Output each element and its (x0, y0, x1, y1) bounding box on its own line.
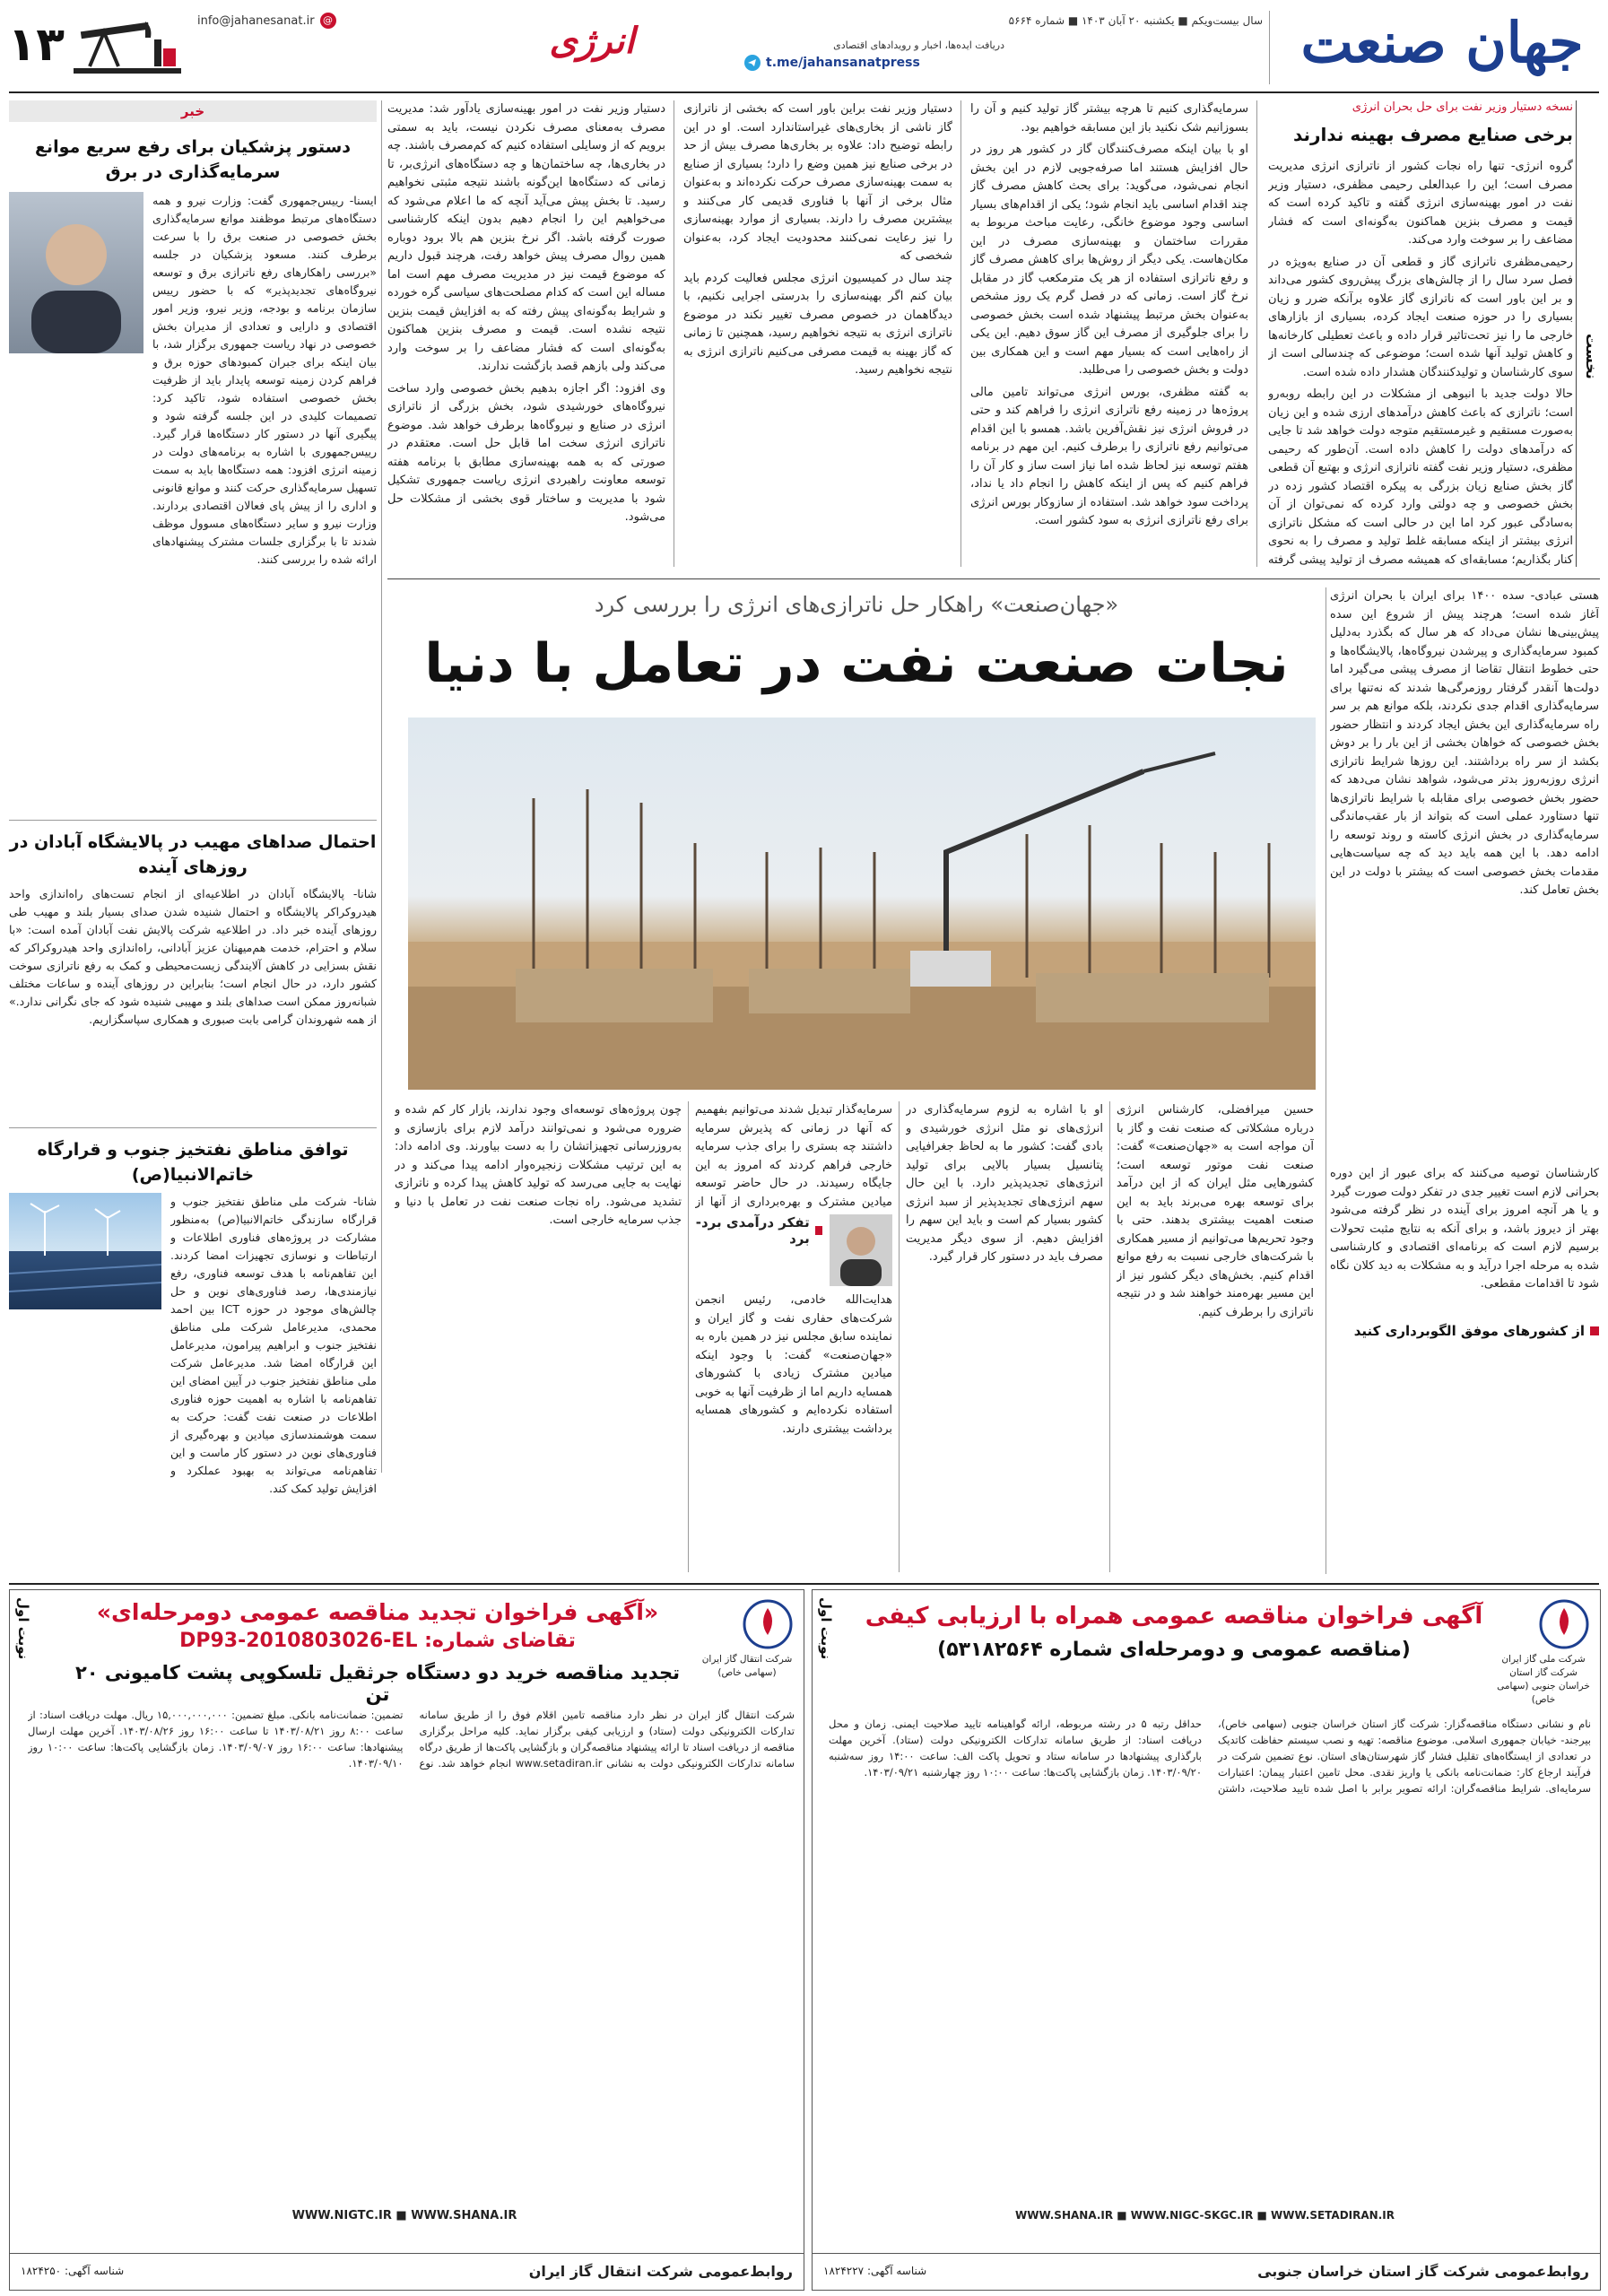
news-item (9, 1137, 377, 1552)
masthead (0, 0, 1608, 95)
gas-company-logo (741, 1597, 795, 1651)
news-item (9, 135, 377, 811)
email-text[interactable]: info@jahanesanat.ir (197, 13, 315, 28)
ad-org: شرکت انتقال گاز ایران (سهامی خاص) (701, 1654, 793, 1678)
news-body: ایسنا- رییس‌جمهوری گفت: وزارت نیرو و همه دستگاه‌های مرتبط موظفند موانع سرمایه‌گذاری بخش خصوصی در صنعت برق را با سرعت برطرف کنند. مسعود پزشکیان در جلسه «بررسی راهکارهای رفع ناترازی برق و توسعه نیروگاه‌های تجدیدپذیر» که با حضور رییس سازمان برنامه و بودجه، وزیر نیرو، وزیر امور اقتصادی و دارایی و تعدادی از مدیران بخش خصوصی در نهاد ریاست جمهوری برگزار شد، با بیان اینکه برای جبران کمبودهای حوزه برق و فراهم کردن زمینه توسعه پایدار باید از ظرفیت بخش خصوصی استفاده شود، تاکید کرد: تصمیمات کلیدی در این جلسه گرفته شود و پیگیری آنها در دستور کار دستگاه‌ها قرار گیرد. رییس‌جمهوری با اشاره به برنامه‌های دولت در زمینه انرژی افزود: همه دستگاه‌ها باید به سمت تسهیل سرمایه‌گذاری حرکت کنند و موانع قانونی و اداری را از پیش پای فعالان اقتصادی بردارند. وزارت نیرو و سایر دستگاه‌های مسوول موظف شدند تا با برگزاری جلسات مشترک پیشنهادهای ارائه شده را بررسی کنند. (152, 194, 377, 566)
ad-footer-bar (813, 2253, 1600, 2290)
byline-box-text: هدایت‌الله خادمی، رئیس انجمن شرکت‌های حفاری نفت و گاز ایران و نماینده سابق مجلس نیز در همین باره به «جهان‌صنعت» گفت: با وجود اینکه میادین مشترک زیادی با کشورهای همسایه داریم اما از ظرفیت آنها به خوبی استفاده نکرده‌ایم و کشورهای همسایه برداشت بیشتری دارند. (695, 1293, 892, 1436)
news-headline[interactable]: توافق مناطق نفتخیز جنوب و قرارگاه خاتم‌الانبیا(ص) (37, 1140, 349, 1185)
ad-sites[interactable]: WWW.SHANA.IR ■ WWW.NIGC-SKGC.IR ■ WWW.SETADIRAN.IR (1015, 2209, 1395, 2222)
telegram-icon (744, 55, 761, 71)
lead-story (387, 100, 1600, 576)
construction-site-photo (408, 718, 1316, 1090)
interview-subhead: از کشورهای موفق الگوبرداری کنید (1353, 1323, 1585, 1339)
news-body: شانا- شرکت ملی مناطق نفتخیز جنوب و قرارگاه سازندگی خاتم‌الانبیا(ص) به‌منظور مشارکت در پروژه‌های فناوری اطلاعات و ارتباطات و نوسازی تجهیزات امضا کردند. این تفاهم‌نامه با هدف توسعه فناوری، رفع نیازمندی‌ها، رصد فناوری‌های نوین و حل چالش‌های موجود در حوزه ICT بین احمد محمدی، مدیرعامل شرکت ملی مناطق نفتخیز جنوب و ابراهیم پیرامون، مدیرعامل این قرارگاه امضا شد. مدیرعامل شرکت ملی مناطق نفتخیز جنوب در آیین امضای این تفاهم‌نامه با اشاره به اهمیت حوزه فناوری اطلاعات در صنعت نفت گفت: حرکت به سمت هوشمندسازی میادین و بهره‌گیری از فناوری‌های نوین در دستور کار ماست و این تفاهم‌نامه می‌تواند به بهبود عملکرد و افزایش تولید کمک کند. (170, 1195, 377, 1495)
ad-footer-id: شناسه آگهی: ۱۸۲۴۲۵۰ (21, 2265, 125, 2277)
lead-paragraph: دستیار وزیر نفت براین باور است که بخشی از ناترازی گاز ناشی از بخاری‌های غیراستاندارد است. او در این رابطه توضیح داد: علاوه بر بخاری‌ها مصرف بیش از حد در برخی صنایع نیز همین وضع را دارد؛ بسیاری از صنایع به سمت بهینه‌سازی مصرف حرکت نکرده‌اند و به‌عنوان مثال برخی از آنها با فناوری قدیمی کار می‌کنند و بیشترین مصرف را دارند. بسیاری از موارد بهینه‌سازی را نیز رعایت نمی‌کنند محدودیت ایجاد کرد، به‌عنوان شخصی که (683, 102, 952, 263)
columnist-photo (830, 1214, 892, 1286)
ad-subtitle: (مناقصه عمومی و دومرحله‌ای شماره ۵۳۱۸۲۵۶۴) (937, 1639, 1411, 1661)
ad-org: شرکت ملی گاز ایران شرکت گاز استان خراسان جنوبی (سهامی خاص) (1497, 1654, 1590, 1705)
main-intro: هستی عبادی- سده ۱۴۰۰ برای ایران با بحران انرژی آغاز شده است؛ هرچند پیش از شروع این سده پیش‌بینی‌ها نشان می‌داد که هر سال که بگذرد به‌دلیل کمبود سرمایه‌گذاری و پیرشدن نیروگاه‌ها، پالایشگاه‌ها و حتی خطوط انتقال تقاضا از مصرف پیشی می‌گیرد اما دولت‌ها آنقدر گرفتار روزمرگی‌ها شدند که نه‌تنها برای سرمایه‌گذاری اقدام جدی نکردند، بلکه موانع هم بر سر راه سرمایه‌گذاری این بخش ایجاد کردند و انتظار حضور بخش خصوصی که خواهان بخشی از این بار را بر دوش بکشد از سر راه برداشتند. این روزها شرایط ناترازی انرژی روزبه‌روز بدتر می‌شود، شواهد نشان می‌دهد که حضور بخش خصوصی برای مقابله با شرایط ناترازی‌ها تنها دستاورد عملی است که بتواند از بار عقب‌ماندگی سرمایه‌گذاری در بخش انرژی کاسته و روند توسعه را ادامه دهد. با این همه باید دید که چه سیاست‌هایی مقدمات بخش خصوصی است که بیشتر با دولت در این بخش تعامل کند. (1330, 589, 1599, 897)
lead-headline[interactable]: برخی صنایع مصرف بهینه ندارند (1292, 124, 1573, 145)
main-column: حسین میرافضلی، کارشناس انرژی درباره مشکلاتی که صنعت نفت و گاز با آن مواجه است به «جهان‌صنعت» گفت: صنعت نفت موتور توسعه است؛ کشورهایی مثل ایران که از این درآمد برای توسعه بهره می‌برند باید به این صنعت اهمیت بیشتری بدهند. حتی با وجود تحریم‌ها می‌توانیم از مسیر همکاری با شرکت‌های خارجی نسبت به رفع موانع اقدام کنیم. بخش‌های دیگر کشور نیز از این مسیر بهره‌مند خواهند شد و در نتیجه ناترازی را برطرف کنیم. (1117, 1103, 1314, 1319)
telegram-handle[interactable]: t.me/jahansanatpress (766, 56, 920, 70)
envelope-icon: @ (320, 13, 336, 29)
ad-badge: نوبت اول (818, 1597, 834, 1660)
lead-paragraph: به گفته مظفری، بورس انرژی می‌تواند تامین مالی پروژه‌ها در زمینه رفع ناترازی انرژی را فراهم کند و حتی در فروش انرژی نیز نقش‌آفرین باشد. همسو با این اقدام می‌توانیم رفع ناترازی را برطرف کنیم. این مهم در برنامه هفتم توسعه نیز لحاظ شده اما نیاز است ساز و کار آن را فراهم کنیم که پس از اینکه کاهش را انجام داد یا نداد، پرداخت سود خواهد شد. استفاده از سازوکار بورس انرژی برای رفع ناترازی انرژی به سود کشور است. (970, 385, 1248, 527)
main-headline[interactable]: نجات صنعت نفت در تعامل با دنیا (424, 632, 1289, 695)
section-title: انرژی (549, 20, 635, 62)
lead-column-3 (683, 100, 952, 567)
main-column: کارشناسان توصیه می‌کنند که برای عبور از این دوره بحرانی لازم است تغییر جدی در تفکر دولت صورت گیرد و یا هر آنچه امروز برای آینده در نظر گرفته می‌شود بهتر از دیروز باشد، و برای آنکه به نتایج مثبت تحولات برسیم لازم است که برنامه‌ای اقتصادی و کارشناسی شده به مرحله اجرا درآید و به مشکلات به دید کلان نگاه شود تا اقدامات مقطعی. (1330, 1167, 1599, 1291)
news-headline[interactable]: دستور پزشکیان برای رفع سریع موانع سرمایه‌گذاری در برق (34, 137, 352, 182)
ad-title: آگهی فراخوان مناقصه عمومی همراه با ارزیابی کیفی (865, 1603, 1483, 1630)
email-line[interactable] (197, 13, 336, 29)
main-intro-column (1330, 587, 1599, 1439)
tender-ad-left[interactable] (9, 1589, 804, 2291)
lead-paragraph: چند سال در کمیسیون انرژی مجلس فعالیت کردم باید بیان کنم اگر بهینه‌سازی را بدرستی اجرایی نکنیم، با دیدگاهمان در خصوص مصرف تغییر نکند در موضوع ناترازی انرژی به نتیجه نخواهیم رسید، همچنین تا زمانی که گاز بهینه به قیمت مصرفی می‌کنیم ناترازی انرژی به نتیجه نخواهیم رسید. (683, 271, 952, 377)
newspaper-logo: جهان صنعت (1300, 10, 1584, 75)
ad-footer-id: شناسه آگهی: ۱۸۲۴۲۲۷ (823, 2265, 927, 2277)
ad-footer-org: روابط‌عمومی شرکت انتقال گاز ایران (528, 2263, 793, 2280)
main-column-a (1117, 1101, 1314, 1572)
lead-paragraph: گروه انرژی- تنها راه نجات کشور از ناترازی انرژی مدیریت مصرف است؛ این را عبدالعلی رحیمی مظفری، دستیار وزیر نفت در امور بهینه‌سازی انرژی گفته و تاکید کرده است که قیمت و مصرف بنزین هماکنون به‌گونه‌ای است که فشار مضاعف را بر سوخت وارد می‌کند. (1268, 160, 1573, 247)
ad-footer-bar (10, 2253, 804, 2290)
lead-paragraph: حالا دولت جدید با انبوهی از مشکلات در این رابطه روبه‌رو است؛ ناترازی که باعث کاهش درآمدهای ارزی شده و این زیان به‌صورت مستقیم و غیرمستقیم متوجه دولت خواهد شد تا جایی که درآمدهای دولت را کاهش داده است. آن‌طور که رحیمی مظفری، دستیار وزیر نفت گفته ناترازی انرژی و بهتبع آن قطعی گاز بخش صنایع زیان بزرگی به پیکره اقتصاد کشور زده در بخش خصوصی و چه دولتی وارد کرده که نمی‌توان از آن به‌سادگی عبور کرد اما این در حالی است که مشکل ناترازی انرژی بیشتر از اینکه مسابقه غلط تولید و مصرف را به نحوی کنار بگذاریم؛ مسابقه‌ای که همیشه مصرف از تولید پیشی گرفته (1268, 387, 1573, 567)
lead-paragraph: رحیمی‌مظفری ناترازی گاز و قطعی آن در صنایع به‌ویژه در فصل سرد سال را از چالش‌های بزرگ پیش‌روی کشور می‌داند و بر این باور است که ناترازی گاز علاوه برآنکه ضرر و زیان بسیاری را در حوزه صنعت ایجاد کرده، بسیاری از بازارهای خارجی ما را نیز تحت‌تاثیر قرار داده و باعث تعطیلی کارخانه‌ها و کاهش تولید آنها شده است؛ موضوعی که چندسالی است از سوی کارشناسان و تولیدکنندگان هشدار داده شده است. (1268, 255, 1573, 379)
main-column: او با اشاره به لزوم سرمایه‌گذاری در انرژی‌های نو مثل انرژی خورشیدی و بادی گفت: کشور ما به لحاظ جغرافیایی پتانسیل بسیار بالایی برای تولید انرژی‌های تجدیدپذیر دارد. با این حال سهم انرژی‌های تجدیدپذیر از سبد انرژی کشور بسیار کم است و باید این سهم را افزایش دهیم. از سوی دیگر مدیریت مصرف باید در دستور کار قرار گیرد. (906, 1103, 1103, 1264)
lead-column-1 (1268, 158, 1573, 570)
lead-kicker: نسخه دستیار وزیر نفت برای حل بحران انرژی (1352, 100, 1573, 114)
lead-paragraph: او با بیان اینکه مصرف‌کنندگان گاز در کشور هر روز در حال افزایش هستند اما صرفه‌جویی لازم در این بخش انجام نمی‌شود، می‌گوید: برای بحث کاهش مصرف گاز چند اقدام اساسی باید انجام شود؛ یکی از اقدام‌های بسیار اساسی وجود موضوع خانگی، رعایت مباحث مربوط به مقررات ساختمان و بهینه‌سازی مصرف در این مکان‌هاست. یکی دیگر از روش‌ها برای کاهش مصرف گاز و رفع ناترازی استفاده از هر یک مترمکعب گاز در مقابل نرخ گاز است. زمانی که در فصل گرم یک روز مشخص به‌عنوان بخش مرتبط پیشنهاد شده است بخش خصوصی را برای جلوگیری از مصرف این گاز سوق دهیم. این یکی از راه‌هایی است که بسیار مهم است و این همکاری بین دولت و بخش خصوصی را می‌طلبد. (970, 143, 1248, 377)
ad-sites[interactable]: WWW.NIGTC.IR ■ WWW.SHANA.IR (291, 2209, 517, 2222)
main-column-d (395, 1101, 682, 1572)
ad-reference: تقاضای شماره: DP93-2010803026-EL (179, 1630, 576, 1652)
lead-side-label: نخست (1583, 334, 1600, 379)
ad-title: «آگهی فراخوان تجدید مناقصه عمومی دومرحله‌ای» (96, 1599, 659, 1625)
ad-subtitle: تجدید مناقصه خرید دو دستگاه جرثقیل تلسکوپی پشت کامیونی ۲۰ تن (74, 1662, 681, 1705)
telegram-promo[interactable] (744, 39, 1004, 93)
side-news-tab: خبر (9, 100, 377, 122)
gas-company-logo (1537, 1597, 1591, 1651)
ad-footer-org: روابط‌عمومی شرکت گاز استان خراسان جنوبی (1257, 2263, 1589, 2280)
lead-paragraph: سرمایه‌گذاری کنیم تا هرچه بیشتر گاز تولید کنیم و آن را بسوزانیم شک نکنید باز این مسابقه خواهیم بود. (970, 102, 1248, 135)
main-column: چون پروژه‌های توسعه‌ای وجود ندارند، بازار کار کم شده و ضروره می‌شود و نمی‌توانند درآمد لازم برای بازسازی و به‌روزرسانی تجهیزاتشان را به دست بیاورند. وی ادامه داد: به این ترتیب مشکلات زنجیره‌وار ادامه پیدا می‌کند و در نهایت به جایی می‌رسد که تولید کاهش پیدا کرده و ناترازی تشدید می‌شود. راه نجات صنعت نفت در تعامل با دنیا و جذب سرمایه خارجی است. (395, 1103, 682, 1227)
main-column: سرمایه‌گذار تبدیل شدند می‌توانیم بفهمیم که آنها در زمانی که پذیرش سرمایه داشتند چه بستری را برای جذب سرمایه خارجی فراهم کردند که امروز به این جایگاه رسیدند. در حال حاضر توسعه میادین مشترک و بهره‌برداری از آنها از (695, 1103, 892, 1209)
president-photo (9, 192, 143, 353)
lead-paragraph: دستیار وزیر نفت در امور بهینه‌سازی یادآور شد: مدیریت مصرف به‌معنای مصرف نکردن نیست، باید به سمتی برویم که از وسایلی استفاده کنیم که کم‌مصرف باشند. چه در بخاری‌ها، چه ساختمان‌ها و چه دستگاه‌های انرژی‌بر، تا زمانی که دستگاه‌ها این‌گونه باشند نتیجه مثبتی نخواهیم رسید. تا بخش پیش می‌آید آنچه که ما اعلام می‌شود که می‌خواهیم این را انجام دهیم بدون اینکه کارشناسی صورت گرفته باشد. اگر نرخ بنزین هم بالا برود دوباره همین روال مصرف پیش خواهد رفت، هرچند قبول داریم که موضوع قیمت نیز در مدیریت مصرف مهم است اما مساله این است که کدام مصلحت‌های سیاسی گره خورده و شرایط به‌گونه‌ای پیش رفته که به افزایش قیمت بنزین نتیجه نشده است. قیمت و مصرف بنزین هماکنون به‌گونه‌ای است که فشار مضاعف را بر سوخت وارد می‌کند ولی بازهم قصد بازگشت ندارند. (387, 102, 665, 373)
news-body: شانا- پالایشگاه آبادان در اطلاعیه‌ای از انجام تست‌های راه‌اندازی واحد هیدروکراکر پالایشگاه و احتمال شنیده شدن صدای بسیار بلند و مهیب طی روزهای آینده خبر داد. در اطلاعیه شرکت پالایش نفت آبادان آمده است: «با سلام و احترام، خدمت هم‌میهنان عزیز آبادانی، راه‌اندازی واحد هیدروکراکر که نقش بسزایی در کاهش آلایندگی زیست‌محیطی و کمک به رفع ناترازی سوخت کشور دارد، در حال انجام است؛ بنابراین در روزهای آینده و ساعات مختلف شبانه‌روز ممکن است صداهای بلند و مهیبی شنیده شود که جای نگرانی ندارد.» از همه شهروندان گرامی بابت صبوری و همکاری سپاسگزاریم. (9, 887, 377, 1026)
lead-paragraph: وی افزود: اگر اجازه بدهیم بخش خصوصی وارد ساخت نیروگاه‌های خورشیدی شود، بخش بزرگی از ناترازی انرژی در صنایع و نیروگاه‌ها برطرف خواهد شد. موضوع ناترازی انرژی سخت اما قابل حل است. معتقدم در صورتی که به همه بهینه‌سازی مطابق با برنامه هفته توسعه معاونت راهبردی انرژی ریاست جمهوری تشکیل شود با مدیریت و ساختار قوی بخشی از مشکلات حل می‌شود. (387, 381, 665, 524)
page-number: ۱۳ (7, 18, 65, 72)
issue-line: سال بیست‌ویکم ■ یکشنبه ۲۰ آبان ۱۴۰۳ ■ شماره ۵۶۶۴ (1008, 14, 1263, 27)
main-kicker: «جهان‌صنعت» راهکار حل ناترازی‌های انرژی را بررسی کرد (594, 592, 1119, 617)
news-item (9, 830, 377, 1118)
byline-box-title: تفکر درآمدی برد- برد (695, 1214, 810, 1247)
main-column-b (906, 1101, 1103, 1572)
main-column-c (695, 1101, 892, 1572)
news-headline[interactable]: احتمال صداهای مهیب در پالایشگاه آبادان در روزهای آینده (9, 832, 377, 877)
tender-ad-right[interactable] (812, 1589, 1601, 2291)
lead-column-4 (387, 100, 665, 567)
ad-body: شرکت انتقال گاز ایران در نظر دارد مناقصه تامین اقلام فوق را از طریق سامانه تدارکات الکترونیکی دولت (ستاد) و ارزیابی کیفی برگزار نماید. کلیه مراحل برگزاری مناقصه از دریافت اسناد تا ارائه پیشنهاد مناقصه‌گران و بازگشایی پاکت‌ها از طریق درگاه سامانه تدارکات الکترونیکی دولت به نشانی www.setadiran.ir انجام خواهد شد. نوع تضمین: ضمانت‌نامه بانکی. مبلغ تضمین: ۱۵,۰۰۰,۰۰۰,۰۰۰ ریال. مهلت دریافت اسناد: از ساعت ۸:۰۰ روز ۱۴۰۳/۰۸/۲۱ تا ساعت ۱۶:۰۰ روز ۱۴۰۳/۰۸/۲۶. آخرین مهلت ارسال پیشنهادها: ساعت ۱۶:۰۰ روز ۱۴۰۳/۰۹/۰۷. زمان بازگشایی پاکت‌ها: ساعت ۱۰:۰۰ روز ۱۴۰۳/۰۹/۱۰. (28, 1709, 795, 1770)
ad-badge: نوبت اول (15, 1597, 31, 1660)
solar-farm-photo (9, 1193, 161, 1309)
lead-column-2 (970, 100, 1248, 567)
ad-body: نام و نشانی دستگاه مناقصه‌گزار: شرکت گاز استان خراسان جنوبی (سهامی خاص)، بیرجند- خیابان جمهوری اسلامی. موضوع مناقصه: تهیه و نصب سیستم حفاظت کاتدیک در تعدادی از ایستگاه‌های تقلیل فشار گاز شهرستان‌های استان. نوع تضمین شرکت در فرآیند ارجاع کار: ضمانت‌نامه بانکی یا واریز نقدی. محل تامین اعتبار پیمان: اعتبارات سرمایه‌ای. شرایط مناقصه‌گران: ارائه تصویر برابر با اصل شده تایید صلاحیت، داشتن حداقل رتبه ۵ در رشته مربوطه، ارائه گواهینامه تایید صلاحیت ایمنی. زمان و محل دریافت اسناد: از طریق سامانه تدارکات الکترونیکی دولت (ستاد). آخرین مهلت بارگذاری پیشنهادها در سامانه ستاد و تحویل پاکت الف: ساعت ۱۴:۰۰ روز سه‌شنبه ۱۴۰۳/۰۹/۲۰. زمان بازگشایی پاکت‌ها: ساعت ۱۰:۰۰ روز چهارشنبه ۱۴۰۳/۰۹/۲۱. (829, 1718, 1591, 1795)
telegram-tagline: دریافت ایده‌ها، اخبار و رویدادهای اقتصادی (833, 39, 1004, 51)
oil-pump-icon (74, 13, 181, 79)
side-news (9, 100, 377, 1495)
